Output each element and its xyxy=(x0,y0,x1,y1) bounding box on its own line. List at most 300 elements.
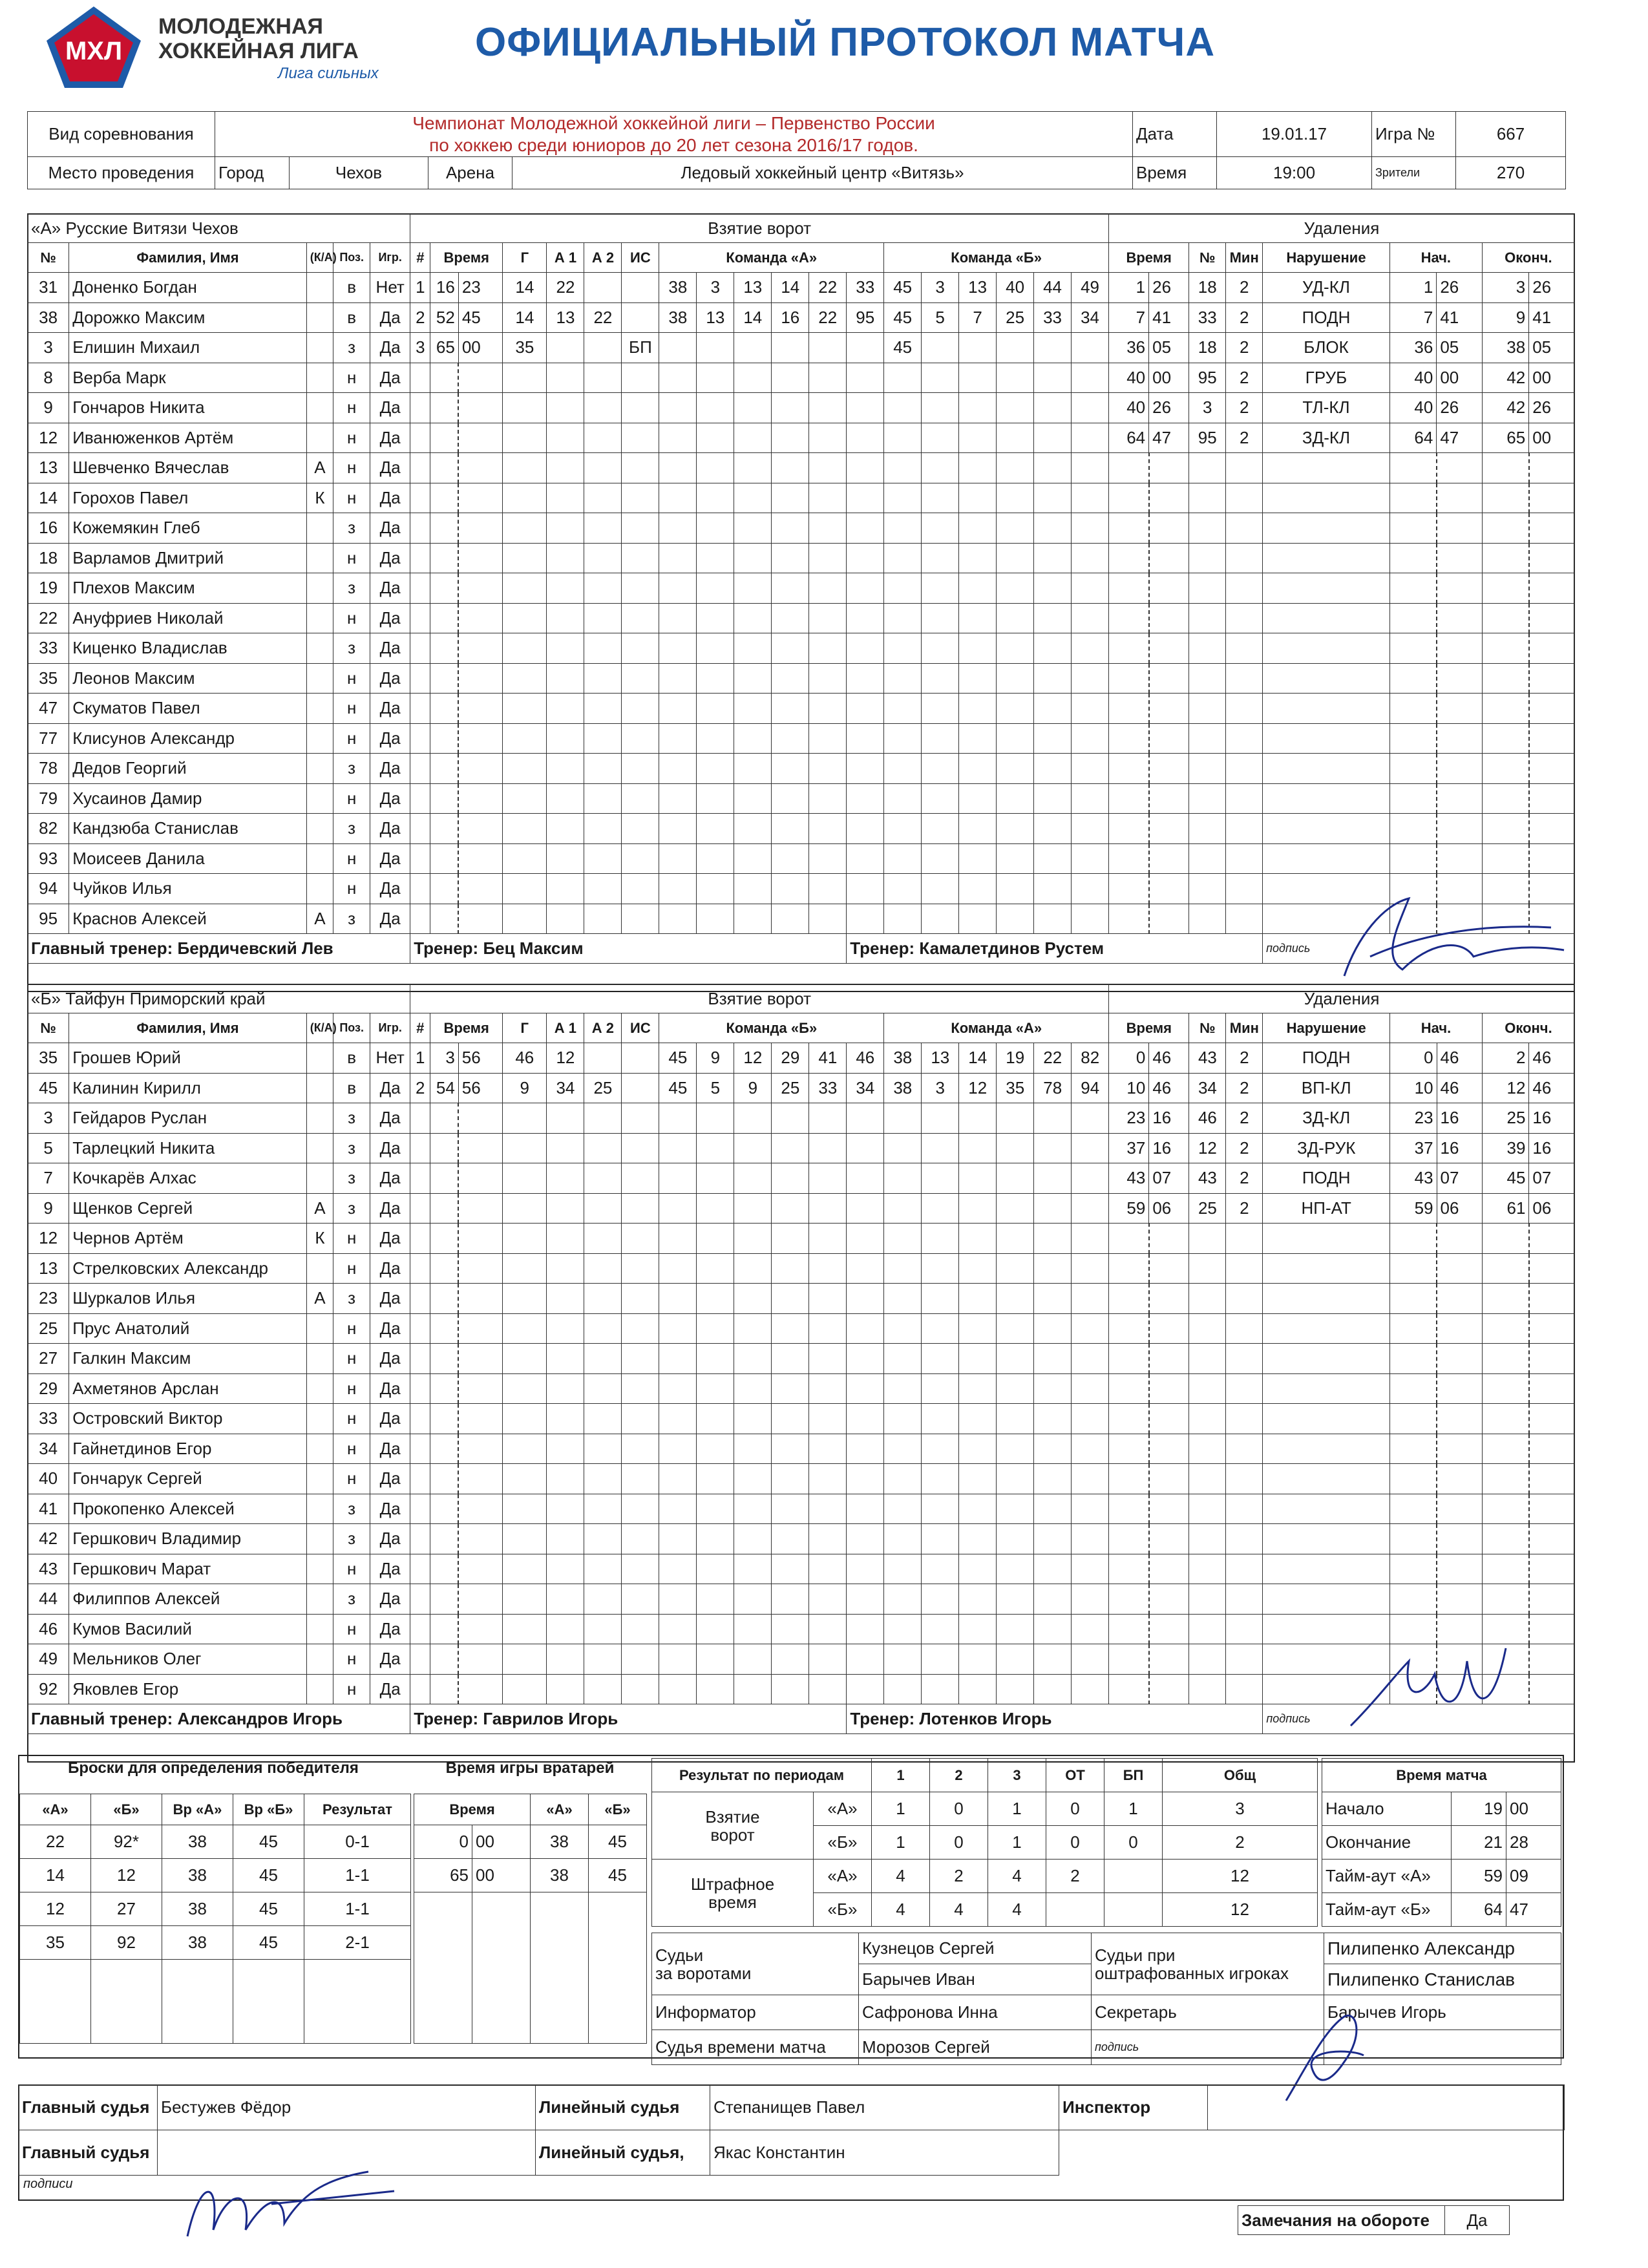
player-position: з xyxy=(333,1133,370,1163)
player-role xyxy=(306,423,333,453)
player-played: Да xyxy=(370,754,410,784)
player-role xyxy=(306,1373,333,1404)
player-row xyxy=(28,573,1575,604)
linesman-label-1: Линейный судья xyxy=(536,2085,710,2130)
player-name: Кумов Василий xyxy=(69,1614,307,1644)
onice-opp xyxy=(922,333,959,363)
player-name: Дорожко Максим xyxy=(69,302,307,333)
col-pen-end: Оконч. xyxy=(1482,243,1574,273)
shootout-col: «Б» xyxy=(91,1794,162,1825)
period-value: 1 xyxy=(872,1826,930,1860)
player-position: н xyxy=(333,1224,370,1254)
player-played: Да xyxy=(370,483,410,513)
pen-minute: 36 xyxy=(1109,333,1149,363)
player-played: Да xyxy=(370,1284,410,1314)
timeout-a-min: 59 xyxy=(1452,1860,1506,1893)
period-value: 1 xyxy=(1104,1792,1163,1826)
pen-violation: ГРУБ xyxy=(1263,363,1390,393)
shootout-cell: 1-1 xyxy=(304,1859,411,1892)
goalie-sec: 00 xyxy=(472,1825,531,1859)
goal-assist2: 22 xyxy=(584,302,622,333)
teamB-title: «Б» Тайфун Приморский край xyxy=(28,984,410,1013)
period-value: 2 xyxy=(930,1860,988,1893)
player-position: в xyxy=(333,273,370,303)
onice-opp: 38 xyxy=(884,1043,922,1074)
player-position: з xyxy=(333,1494,370,1524)
goalie-col-time: Время xyxy=(414,1794,531,1825)
player-position: н xyxy=(333,1344,370,1374)
pen-player: 95 xyxy=(1189,363,1226,393)
pen-end-sec: 00 xyxy=(1529,423,1575,453)
onice-own: 9 xyxy=(734,1073,772,1103)
player-position: н xyxy=(333,1674,370,1704)
player-role xyxy=(306,1404,333,1434)
player-row xyxy=(28,1043,1575,1074)
player-position: н xyxy=(333,723,370,754)
col-num: № xyxy=(28,1013,69,1043)
onice-own xyxy=(809,333,847,363)
pen-minute: 1 xyxy=(1109,273,1149,303)
player-number: 3 xyxy=(28,333,69,363)
player-played: Да xyxy=(370,1494,410,1524)
shootout-row xyxy=(20,1825,411,1859)
player-name: Гершкович Владимир xyxy=(69,1524,307,1554)
pen-second: 46 xyxy=(1149,1043,1189,1074)
onice-opp: 33 xyxy=(1034,302,1072,333)
pen-player: 12 xyxy=(1189,1133,1226,1163)
time-value: 19:00 xyxy=(1217,157,1372,189)
player-role xyxy=(306,814,333,844)
player-role xyxy=(306,1163,333,1194)
player-number: 93 xyxy=(28,843,69,874)
player-position: з xyxy=(333,1163,370,1194)
player-played: Да xyxy=(370,1404,410,1434)
pen-start-sec: 47 xyxy=(1437,423,1482,453)
pen-violation: ВП-КЛ xyxy=(1263,1073,1390,1103)
onice-opp: 82 xyxy=(1072,1043,1109,1074)
onice-own: 13 xyxy=(697,302,734,333)
pen-player: 18 xyxy=(1189,333,1226,363)
pen-end-min: 2 xyxy=(1482,1043,1528,1074)
player-role xyxy=(306,603,333,633)
player-played: Да xyxy=(370,302,410,333)
start-sec: 00 xyxy=(1506,1792,1561,1826)
player-name: Иванюженков Артём xyxy=(69,423,307,453)
col-pos: Поз. xyxy=(333,243,370,273)
player-row xyxy=(28,1464,1575,1494)
player-position: з xyxy=(333,333,370,363)
player-role xyxy=(306,843,333,874)
pen-start-sec: 00 xyxy=(1437,363,1482,393)
team-a-signature xyxy=(1331,879,1577,1008)
player-played: Да xyxy=(370,1193,410,1224)
pen-end-sec: 00 xyxy=(1529,363,1575,393)
pen-violation: ЗД-КЛ xyxy=(1263,423,1390,453)
player-name: Скуматов Павел xyxy=(69,694,307,724)
goal-situation: БП xyxy=(622,333,659,363)
period-value: 3 xyxy=(1163,1792,1318,1826)
player-number: 13 xyxy=(28,1253,69,1284)
player-played: Да xyxy=(370,1614,410,1644)
col-ka: (К/А) xyxy=(306,243,333,273)
shootout-cell: 92 xyxy=(91,1926,162,1960)
col-assist1: А 1 xyxy=(547,243,584,273)
player-number: 12 xyxy=(28,1224,69,1254)
league-slogan: Лига сильных xyxy=(278,65,379,82)
player-row xyxy=(28,723,1575,754)
onice-opp: 40 xyxy=(997,273,1034,303)
onice-opp: 3 xyxy=(922,273,959,303)
player-role xyxy=(306,1043,333,1074)
pen-end-sec: 16 xyxy=(1529,1103,1575,1134)
goal-minute: 3 xyxy=(430,1043,458,1074)
col-goal-time: Время xyxy=(430,243,503,273)
pen-minute: 23 xyxy=(1109,1103,1149,1134)
player-number: 3 xyxy=(28,1103,69,1134)
goal-assist1: 12 xyxy=(547,1043,584,1074)
player-role xyxy=(306,783,333,814)
player-row xyxy=(28,1073,1575,1103)
period-value: 12 xyxy=(1163,1893,1318,1927)
pen-start-sec: 16 xyxy=(1437,1133,1482,1163)
goal-situation xyxy=(622,302,659,333)
pen-end-sec: 07 xyxy=(1529,1163,1575,1194)
goalie-a: 38 xyxy=(531,1859,589,1892)
player-name: Доненко Богдан xyxy=(69,273,307,303)
player-role xyxy=(306,1344,333,1374)
timeout-b-min: 64 xyxy=(1452,1893,1506,1927)
player-position: н xyxy=(333,1644,370,1675)
player-name: Гейдаров Руслан xyxy=(69,1103,307,1134)
teamA-penalties-title: Удаления xyxy=(1109,214,1575,243)
remarks-value: Да xyxy=(1445,2206,1510,2235)
pen-violation: ЗД-КЛ xyxy=(1263,1103,1390,1134)
period-team: «А» xyxy=(814,1860,872,1893)
pen-second: 06 xyxy=(1149,1193,1189,1224)
player-role xyxy=(306,1464,333,1494)
player-role xyxy=(306,694,333,724)
teamB-sign-label: подпись xyxy=(1263,1704,1575,1734)
end-sec: 28 xyxy=(1506,1826,1561,1860)
goal-second: 00 xyxy=(458,333,502,363)
player-number: 94 xyxy=(28,874,69,904)
player-name: Шуркалов Илья xyxy=(69,1284,307,1314)
shootout-row xyxy=(20,1926,411,1960)
col-scorer: Г xyxy=(503,243,547,273)
player-position: н xyxy=(333,783,370,814)
player-position: з xyxy=(333,814,370,844)
pen-minute: 43 xyxy=(1109,1163,1149,1194)
pen-minutes: 2 xyxy=(1226,1163,1263,1194)
spectators-value: 270 xyxy=(1456,157,1566,189)
player-number: 29 xyxy=(28,1373,69,1404)
player-row xyxy=(28,513,1575,544)
pen-violation: ЗД-РУК xyxy=(1263,1133,1390,1163)
period-col: Общ xyxy=(1163,1759,1318,1792)
pen-end-sec: 16 xyxy=(1529,1133,1575,1163)
referee-label-1: Главный судья xyxy=(19,2085,158,2130)
shootout-row xyxy=(20,1892,411,1926)
player-row xyxy=(28,1163,1575,1194)
player-position: н xyxy=(333,393,370,423)
player-number: 18 xyxy=(28,543,69,573)
shootout-cell: 14 xyxy=(20,1859,91,1892)
col-assist1: А 1 xyxy=(547,1013,584,1043)
player-position: н xyxy=(333,543,370,573)
shootout-cell: 38 xyxy=(162,1859,233,1892)
pen-violation: УД-КЛ xyxy=(1263,273,1390,303)
player-name: Кожемякин Глеб xyxy=(69,513,307,544)
shootout-cell: 2-1 xyxy=(304,1926,411,1960)
onice-own: 45 xyxy=(659,1043,697,1074)
player-played: Да xyxy=(370,573,410,604)
player-name: Шевченко Вячеслав xyxy=(69,453,307,483)
sign-label: подпись xyxy=(1092,2030,1324,2065)
pen-player: 43 xyxy=(1189,1163,1226,1194)
player-role: А xyxy=(306,1284,333,1314)
player-played: Да xyxy=(370,1644,410,1675)
pen-start-sec: 46 xyxy=(1437,1043,1482,1074)
player-played: Нет xyxy=(370,1043,410,1074)
pen-minute: 59 xyxy=(1109,1193,1149,1224)
onice-own xyxy=(847,333,884,363)
player-number: 38 xyxy=(28,302,69,333)
player-number: 35 xyxy=(28,1043,69,1074)
player-role xyxy=(306,1614,333,1644)
col-pen-start: Нач. xyxy=(1389,243,1482,273)
goal-assist2 xyxy=(584,333,622,363)
player-row xyxy=(28,694,1575,724)
onice-own: 33 xyxy=(809,1073,847,1103)
player-number: 49 xyxy=(28,1644,69,1675)
signatures-label: подписи xyxy=(23,2177,73,2191)
pen-start-sec: 06 xyxy=(1437,1193,1482,1224)
league-name: МОЛОДЕЖНАЯ ХОККЕЙНАЯ ЛИГА xyxy=(158,14,359,63)
period-value: 2 xyxy=(1046,1860,1104,1893)
period-value: 1 xyxy=(988,1792,1046,1826)
goalie-b: 45 xyxy=(589,1825,647,1859)
col-num: № xyxy=(28,243,69,273)
player-played: Да xyxy=(370,1344,410,1374)
onice-own: 14 xyxy=(772,273,809,303)
onice-opp xyxy=(997,333,1034,363)
secretary-name: Барычев Игорь xyxy=(1324,1995,1561,2030)
pen-minute: 7 xyxy=(1109,302,1149,333)
player-role xyxy=(306,663,333,694)
player-role xyxy=(306,302,333,333)
shootout-table xyxy=(19,1794,411,2044)
arena-label: Арена xyxy=(428,157,512,189)
pen-minute: 10 xyxy=(1109,1073,1149,1103)
player-number: 79 xyxy=(28,783,69,814)
timeout-a-sec: 09 xyxy=(1506,1860,1561,1893)
shootout-row xyxy=(20,1859,411,1892)
player-number: 27 xyxy=(28,1344,69,1374)
player-role: А xyxy=(306,453,333,483)
player-position: н xyxy=(333,663,370,694)
player-name: Елишин Михаил xyxy=(69,333,307,363)
timeout-b-label: Тайм-аут «Б» xyxy=(1322,1893,1452,1927)
shootout-cell: 0-1 xyxy=(304,1825,411,1859)
player-position: з xyxy=(333,1103,370,1134)
pen-minute: 40 xyxy=(1109,393,1149,423)
goal-scorer: 35 xyxy=(503,333,547,363)
player-played: Да xyxy=(370,843,410,874)
player-number: 9 xyxy=(28,393,69,423)
player-position: н xyxy=(333,603,370,633)
player-number: 9 xyxy=(28,1193,69,1224)
player-played: Да xyxy=(370,874,410,904)
period-results-table xyxy=(651,1758,1318,1927)
onice-own: 25 xyxy=(772,1073,809,1103)
onice-own: 34 xyxy=(847,1073,884,1103)
pen-second: 26 xyxy=(1149,273,1189,303)
player-played: Да xyxy=(370,633,410,664)
player-number: 42 xyxy=(28,1524,69,1554)
player-role xyxy=(306,543,333,573)
player-row xyxy=(28,543,1575,573)
pen-player: 25 xyxy=(1189,1193,1226,1224)
pen-minutes: 2 xyxy=(1226,1103,1263,1134)
player-position: з xyxy=(333,573,370,604)
goal-second: 45 xyxy=(458,302,502,333)
timeout-a-label: Тайм-аут «А» xyxy=(1322,1860,1452,1893)
player-name: Хусаинов Дамир xyxy=(69,783,307,814)
venue-label: Место проведения xyxy=(28,157,215,189)
onice-opp: 12 xyxy=(959,1073,997,1103)
player-played: Да xyxy=(370,1103,410,1134)
period-value: 0 xyxy=(1046,1792,1104,1826)
player-role: К xyxy=(306,1224,333,1254)
col-pen-end: Оконч. xyxy=(1482,1013,1574,1043)
linesman-label-2: Линейный судья, xyxy=(536,2130,710,2176)
player-played: Да xyxy=(370,453,410,483)
onice-opp: 22 xyxy=(1034,1043,1072,1074)
goalie-sec: 00 xyxy=(472,1859,531,1892)
player-played: Да xyxy=(370,423,410,453)
player-name: Мельников Олег xyxy=(69,1644,307,1675)
goal-second: 56 xyxy=(458,1073,502,1103)
col-onice-opp: Команда «Б» xyxy=(884,243,1109,273)
player-name: Клисунов Александр xyxy=(69,723,307,754)
goal-assist1: 22 xyxy=(547,273,584,303)
shootout-cell: 1-1 xyxy=(304,1892,411,1926)
pen-start-min: 23 xyxy=(1390,1103,1437,1134)
onice-opp: 5 xyxy=(922,302,959,333)
goal-scorer: 14 xyxy=(503,302,547,333)
player-row xyxy=(28,483,1575,513)
player-position: з xyxy=(333,633,370,664)
teamA-coach-2: Тренер: Камалетдинов Рустем xyxy=(847,934,1263,964)
teamB-goals-title: Взятие ворот xyxy=(410,984,1109,1013)
player-number: 23 xyxy=(28,1284,69,1314)
pen-end-min: 9 xyxy=(1482,302,1528,333)
col-goal-time: Время xyxy=(430,1013,503,1043)
onice-own: 5 xyxy=(697,1073,734,1103)
col-igr: Игр. xyxy=(370,1013,410,1043)
player-number: 25 xyxy=(28,1313,69,1344)
player-number: 8 xyxy=(28,363,69,393)
pen-violation: БЛОК xyxy=(1263,333,1390,363)
goal-situation xyxy=(622,273,659,303)
goalie-row xyxy=(414,1825,647,1859)
player-row xyxy=(28,453,1575,483)
league-logo xyxy=(45,5,142,89)
player-number: 19 xyxy=(28,573,69,604)
onice-own: 3 xyxy=(697,273,734,303)
officials-table xyxy=(651,1933,1561,2065)
player-number: 45 xyxy=(28,1073,69,1103)
player-row xyxy=(28,1253,1575,1284)
goalie-col-a: «А» xyxy=(531,1794,589,1825)
pen-minutes: 2 xyxy=(1226,302,1263,333)
player-position: з xyxy=(333,1193,370,1224)
goal-judge-2: Барычев Иван xyxy=(859,1964,1092,1995)
onice-own: 41 xyxy=(809,1043,847,1074)
col-pen-num: № xyxy=(1189,1013,1226,1043)
player-row xyxy=(28,1524,1575,1554)
player-name: Дедов Георгий xyxy=(69,754,307,784)
period-value xyxy=(1046,1893,1104,1927)
goalie-col-b: «Б» xyxy=(589,1794,647,1825)
timeout-b-sec: 47 xyxy=(1506,1893,1561,1927)
player-name: Кандзюба Станислав xyxy=(69,814,307,844)
player-number: 33 xyxy=(28,633,69,664)
player-row xyxy=(28,1284,1575,1314)
player-number: 43 xyxy=(28,1554,69,1584)
onice-own: 16 xyxy=(772,302,809,333)
linesman-1: Степанищев Павел xyxy=(710,2085,1059,2130)
player-name: Чернов Артём xyxy=(69,1224,307,1254)
player-position: н xyxy=(333,1404,370,1434)
player-name: Галкин Максим xyxy=(69,1344,307,1374)
match-info-table xyxy=(27,111,1566,189)
goal-number: 1 xyxy=(410,1043,430,1074)
pen-minute: 64 xyxy=(1109,423,1149,453)
player-number: 33 xyxy=(28,1404,69,1434)
col-assist2: А 2 xyxy=(584,1013,622,1043)
pen-minutes: 2 xyxy=(1226,363,1263,393)
player-name: Кочкарёв Алхас xyxy=(69,1163,307,1194)
onice-own: 13 xyxy=(734,273,772,303)
player-position: н xyxy=(333,874,370,904)
pen-second: 00 xyxy=(1149,363,1189,393)
pen-second: 05 xyxy=(1149,333,1189,363)
player-role xyxy=(306,1103,333,1134)
player-row xyxy=(28,1584,1575,1615)
onice-opp: 34 xyxy=(1072,302,1109,333)
col-goal-num: # xyxy=(410,1013,430,1043)
col-assist2: А 2 xyxy=(584,243,622,273)
onice-opp xyxy=(1072,333,1109,363)
player-role xyxy=(306,1494,333,1524)
player-row xyxy=(28,273,1575,303)
period-row xyxy=(652,1860,1318,1893)
player-role xyxy=(306,1073,333,1103)
player-number: 41 xyxy=(28,1494,69,1524)
player-row xyxy=(28,1313,1575,1344)
teamA-sign-label: подпись xyxy=(1263,934,1575,964)
player-name: Моисеев Данила xyxy=(69,843,307,874)
player-role xyxy=(306,1584,333,1615)
player-number: 5 xyxy=(28,1133,69,1163)
player-number: 35 xyxy=(28,663,69,694)
player-row xyxy=(28,633,1575,664)
player-number: 34 xyxy=(28,1434,69,1464)
player-role xyxy=(306,363,333,393)
goal-number: 2 xyxy=(410,1073,430,1103)
shootout-title: Броски для определения победителя xyxy=(68,1759,359,1777)
